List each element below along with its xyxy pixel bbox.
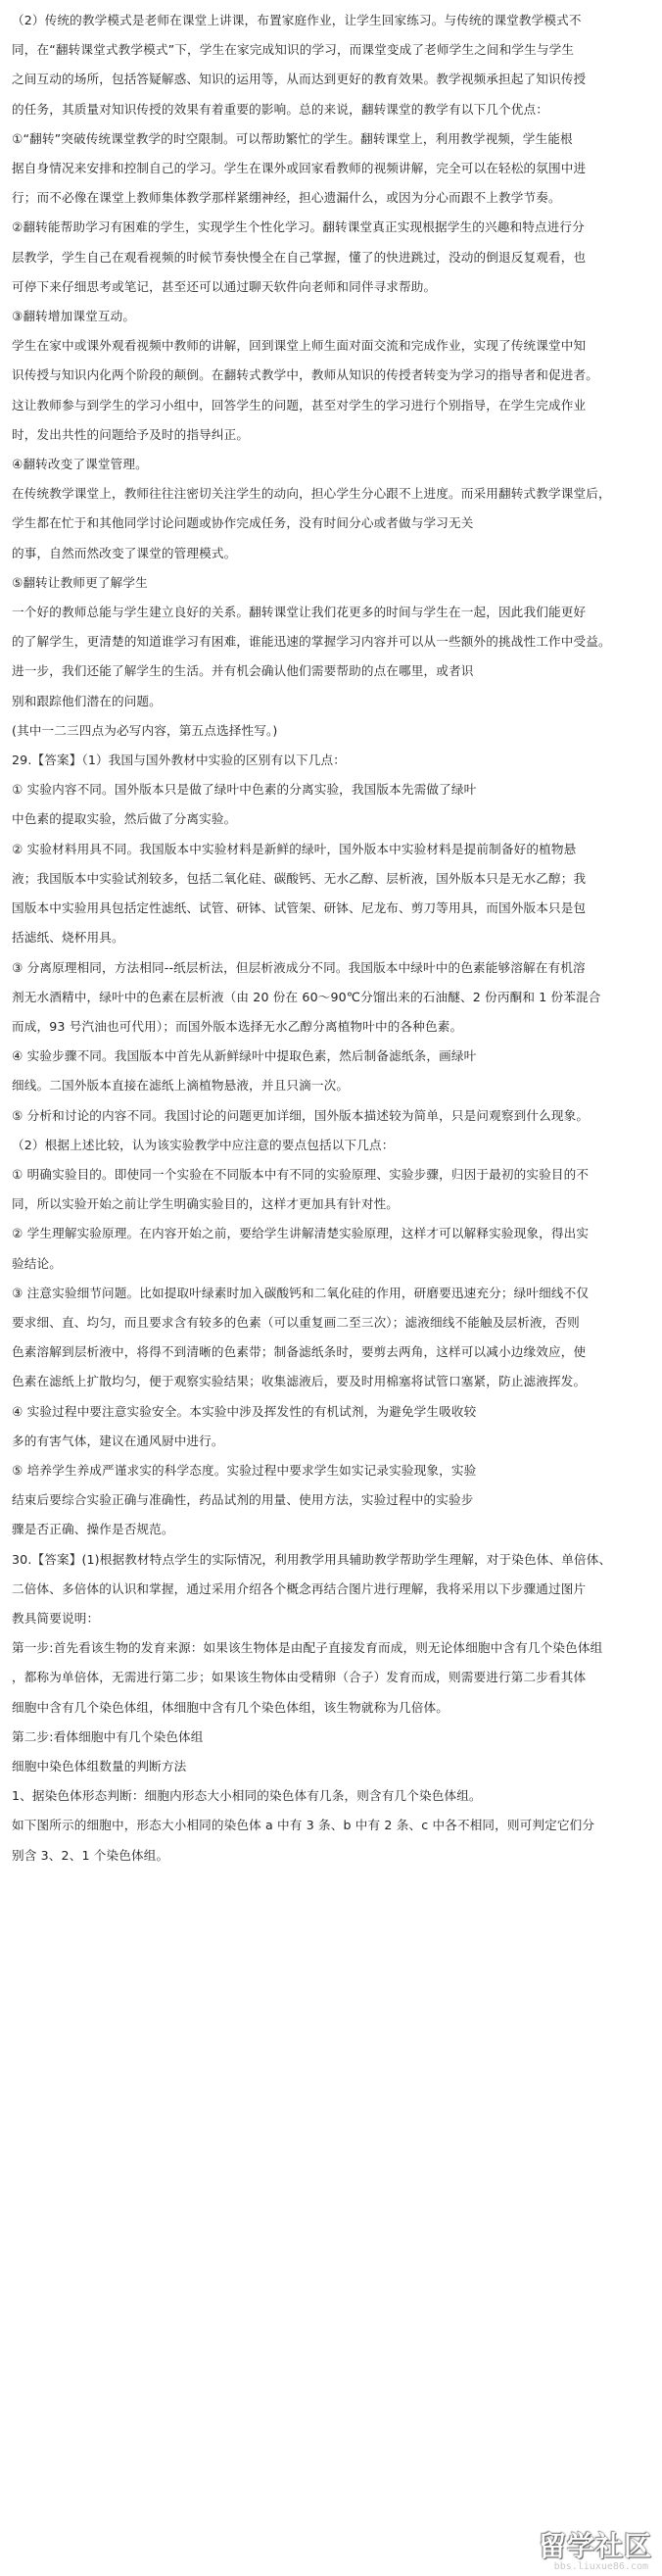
text-line: 细胞中含有几个染色体组，体细胞中含有几个染色体组，该生物就称为几倍体。 bbox=[12, 1699, 449, 1715]
text-line: 1、据染色体形态判断：细胞内形态大小相同的染色体有几条，则含有几个染色体组。 bbox=[12, 1788, 482, 1804]
text-line: 而成，93 号汽油也可代用）；而国外版本选择无水乙醇分离植物叶中的各种色素。 bbox=[12, 1018, 463, 1034]
text-line: 的了解学生，更清楚的知道谁学习有困难，谁能迅速的掌握学习内容并可以从一些额外的挑战性工作中受益。 bbox=[12, 634, 611, 650]
text-line: ④ 实验步骤不同。我国版本中首先从新鲜绿叶中提取色素，然后制备滤纸条，画绿叶 bbox=[12, 1048, 477, 1064]
text-line: （2）传统的教学模式是老师在课堂上讲课，布置家庭作业，让学生回家练习。与传统的课堂教学模式不 bbox=[12, 13, 582, 27]
text-line: 结束后要综合实验正确与准确性，药品试剂的用量、使用方法，实验过程中的实验步 bbox=[12, 1492, 474, 1508]
text-line: 29.【答案】（1）我国与国外教材中实验的区别有以下几点： bbox=[12, 753, 346, 768]
text-line: ②翻转能帮助学习有困难的学生，实现学生个性化学习。翻转课堂真正实现根据学生的兴趣和特点进行分 bbox=[12, 219, 585, 235]
text-line: 学生在家中或课外观看视频中教师的讲解，回到课堂上师生面对面交流和完成作业，实现了传统课堂中知 bbox=[12, 338, 587, 354]
text-line: 时，发出共性的问题给予及时的指导纠正。 bbox=[12, 426, 250, 442]
text-line: 之间互动的场所，包括答疑解惑、知识的运用等，从而达到更好的教育效果。教学视频承担起了知识传授 bbox=[12, 72, 587, 87]
text-line: ，都称为单倍体，无需进行第二步；如果该生物体由受精卵（合子）发育而成，则需要进行第二步看其体 bbox=[12, 1670, 587, 1685]
text-line: 细线。二国外版本直接在滤纸上滴植物悬液，并且只滴一次。 bbox=[12, 1078, 350, 1094]
text-line: 第一步:首先看该生物的发育来源：如果该生物体是由配子直接发育而成，则无论体细胞中含有几个染色体组 bbox=[12, 1640, 603, 1656]
watermark-url: bbs.liuxue86.com bbox=[553, 2561, 648, 2572]
text-line: ③ 分离原理相同，方法相同--纸层析法，但层析液成分不同。我国版本中绿叶中的色素能够溶解在有机溶 bbox=[12, 959, 586, 975]
text-line: 同，在“翻转课堂式教学模式”下，学生在家完成知识的学习，而课堂变成了老师学生之间和学生与学生 bbox=[12, 42, 575, 58]
text-line: 行；而不必像在课堂上教师集体教学那样紧绷神经，担心遗漏什么，或因为分心而跟不上教学节奏。 bbox=[12, 190, 561, 206]
text-line: 如下图所示的细胞中，形态大小相同的染色体 a 中有 3 条、b 中有 2 条、c 中各不相同，则可判定它们分 bbox=[12, 1818, 595, 1833]
text-line: ⑤翻转让教师更了解学生 bbox=[12, 574, 148, 590]
text-line: 识传授与知识内化两个阶段的颠倒。在翻转式教学中，教师从知识的传授者转变为学习的指导者和促进者。 bbox=[12, 367, 598, 383]
text-line: 别和跟踪他们潜在的问题。 bbox=[12, 693, 162, 708]
text-line: 在传统教学课堂上，教师往往注密切关注学生的动向，担心学生分心跟不上进度。而采用翻转式教学课堂后， bbox=[12, 486, 611, 502]
text-line: 这让教师参与到学生的学习小组中，回答学生的问题，甚至对学生的学习进行个别指导，在学生完成作业 bbox=[12, 397, 587, 413]
text-line: ① 实验内容不同。国外版本只是做了绿叶中色素的分离实验，我国版本先需做了绿叶 bbox=[12, 782, 477, 798]
text-line: 别含 3、2、1 个染色体组。 bbox=[12, 1847, 169, 1863]
text-line: 括滤纸、烧杯用具。 bbox=[12, 930, 124, 946]
text-line: ④翻转改变了课堂管理。 bbox=[12, 457, 148, 472]
text-line: (其中一二三四点为必写内容，第五点选择性写。) bbox=[12, 722, 278, 738]
text-line: 要求细、直、均匀，而且要求含有较多的色素（可以重复画二至三次）；滤液细线不能触及层析液，否则 bbox=[12, 1314, 580, 1330]
text-line: 据自身情况来安排和控制自己的学习。学生在课外或回家看教师的视频讲解，完全可以在轻松的氛围中进 bbox=[12, 161, 587, 176]
text-line: 进一步，我们还能了解学生的生活。并有机会确认他们需要帮助的点在哪里，或者识 bbox=[12, 663, 474, 679]
text-line: ③ 注意实验细节问题。比如提取叶绿素时加入碳酸钙和二氧化硅的作用，研磨要迅速充分；绿叶细线不仅 bbox=[12, 1285, 590, 1300]
text-line: ①“翻转”突破传统课堂教学的时空限制。可以帮助繁忙的学生。翻转课堂上，利用教学视频，学生能根 bbox=[12, 130, 573, 146]
text-line: 教具简要说明： bbox=[12, 1610, 100, 1626]
text-line: 色素溶解到层析液中，将得不到清晰的色素带；制备滤纸条时，要剪去两角，这样可以减小边缘效应，使 bbox=[12, 1344, 587, 1360]
text-line: 中色素的提取实验，然后做了分离实验。 bbox=[12, 811, 237, 827]
watermark-text: 留学社区 bbox=[538, 2530, 652, 2562]
text-line: ④ 实验过程中要注意实验安全。本实验中涉及挥发性的有机试剂，为避免学生吸收较 bbox=[12, 1403, 477, 1419]
text-line: 的任务，其质量对知识传授的效果有着重要的影响。总的来说，翻转课堂的教学有以下几个优点： bbox=[12, 101, 548, 117]
text-line: ② 学生理解实验原理。在内容开始之前，要给学生讲解清楚实验原理，这样才可以解释实验现象，得出实 bbox=[12, 1226, 590, 1241]
text-line: 一个好的教师总能与学生建立良好的关系。翻转课堂让我们花更多的时间与学生在一起，因此我们能更好 bbox=[12, 605, 587, 620]
text-line: 色素在滤纸上扩散均匀，便于观察实验结果；收集滤液后，要及时用棉塞将试管口塞紧，防止滤液挥发。 bbox=[12, 1374, 587, 1389]
text-line: 验结论。 bbox=[12, 1255, 62, 1271]
text-line: 剂无水酒精中，绿叶中的色素在层析液（由 20 份在 60～90℃分馏出来的石油醚、2 份丙酮和 1 份苯混合 bbox=[12, 989, 601, 1004]
text-line: 细胞中染色体组数量的判断方法 bbox=[12, 1758, 187, 1774]
text-line: 国版本中实验用具包括定性滤纸、试管、研钵、试管架、研钵、尼龙布、剪刀等用具，而国外版本只是包 bbox=[12, 900, 587, 916]
text-line: 同，所以实验开始之前让学生明确实验目的，这样才更加具有针对性。 bbox=[12, 1196, 400, 1212]
text-line: 可停下来仔细思考或笔记，甚至还可以通过聊天软件向老师和同伴寻求帮助。 bbox=[12, 278, 437, 294]
text-line: ② 实验材料用具不同。我国版本中实验材料是新鲜的绿叶，国外版本中实验材料是提前制备好的植物悬 bbox=[12, 841, 577, 856]
text-line: 的事，自然而然改变了课堂的管理模式。 bbox=[12, 545, 237, 560]
text-line: （2）根据上述比较，认为该实验教学中应注意的要点包括以下几点： bbox=[12, 1137, 395, 1152]
text-line: ⑤ 分析和讨论的内容不同。我国讨论的问题更加详细，国外版本描述较为简单，只是问观察到什么现象。 bbox=[12, 1107, 590, 1123]
text-line: 30.【答案】(1)根据教材特点学生的实际情况，利用教学用具辅助教学帮助学生理解，对于染色体、单倍体、 bbox=[12, 1551, 612, 1567]
text-line: 骤是否正确、操作是否规范。 bbox=[12, 1522, 174, 1537]
text-line: ⑤ 培养学生养成严谨求实的科学态度。实验过程中要求学生如实记录实验现象，实验 bbox=[12, 1462, 477, 1478]
text-line: 多的有害气体，建议在通风厨中进行。 bbox=[12, 1433, 224, 1448]
text-line: 第二步:看体细胞中有几个染色体组 bbox=[12, 1728, 204, 1744]
text-line: 学生都在忙于和其他同学讨论问题或协作完成任务，没有时间分心或者做与学习无关 bbox=[12, 515, 474, 531]
text-line: 二倍体、多倍体的认识和掌握，通过采用介绍各个概念再结合图片进行理解，我将采用以下步骤通过图片 bbox=[12, 1580, 587, 1596]
text-line: ③翻转增加课堂互动。 bbox=[12, 309, 136, 324]
text-line: 液；我国版本中实验试剂较多，包括二氧化硅、碳酸钙、无水乙醇、层析液，国外版本只是无水乙醇；我 bbox=[12, 870, 587, 886]
text-line: ① 明确实验目的。即使同一个实验在不同版本中有不同的实验原理、实验步骤，归因于最初的实验目的不 bbox=[12, 1166, 590, 1182]
text-line: 层教学，学生自己在观看视频的时候节奏快慢全在自己掌握，懂了的快进跳过，没动的倒退反复观看，也 bbox=[12, 249, 587, 265]
